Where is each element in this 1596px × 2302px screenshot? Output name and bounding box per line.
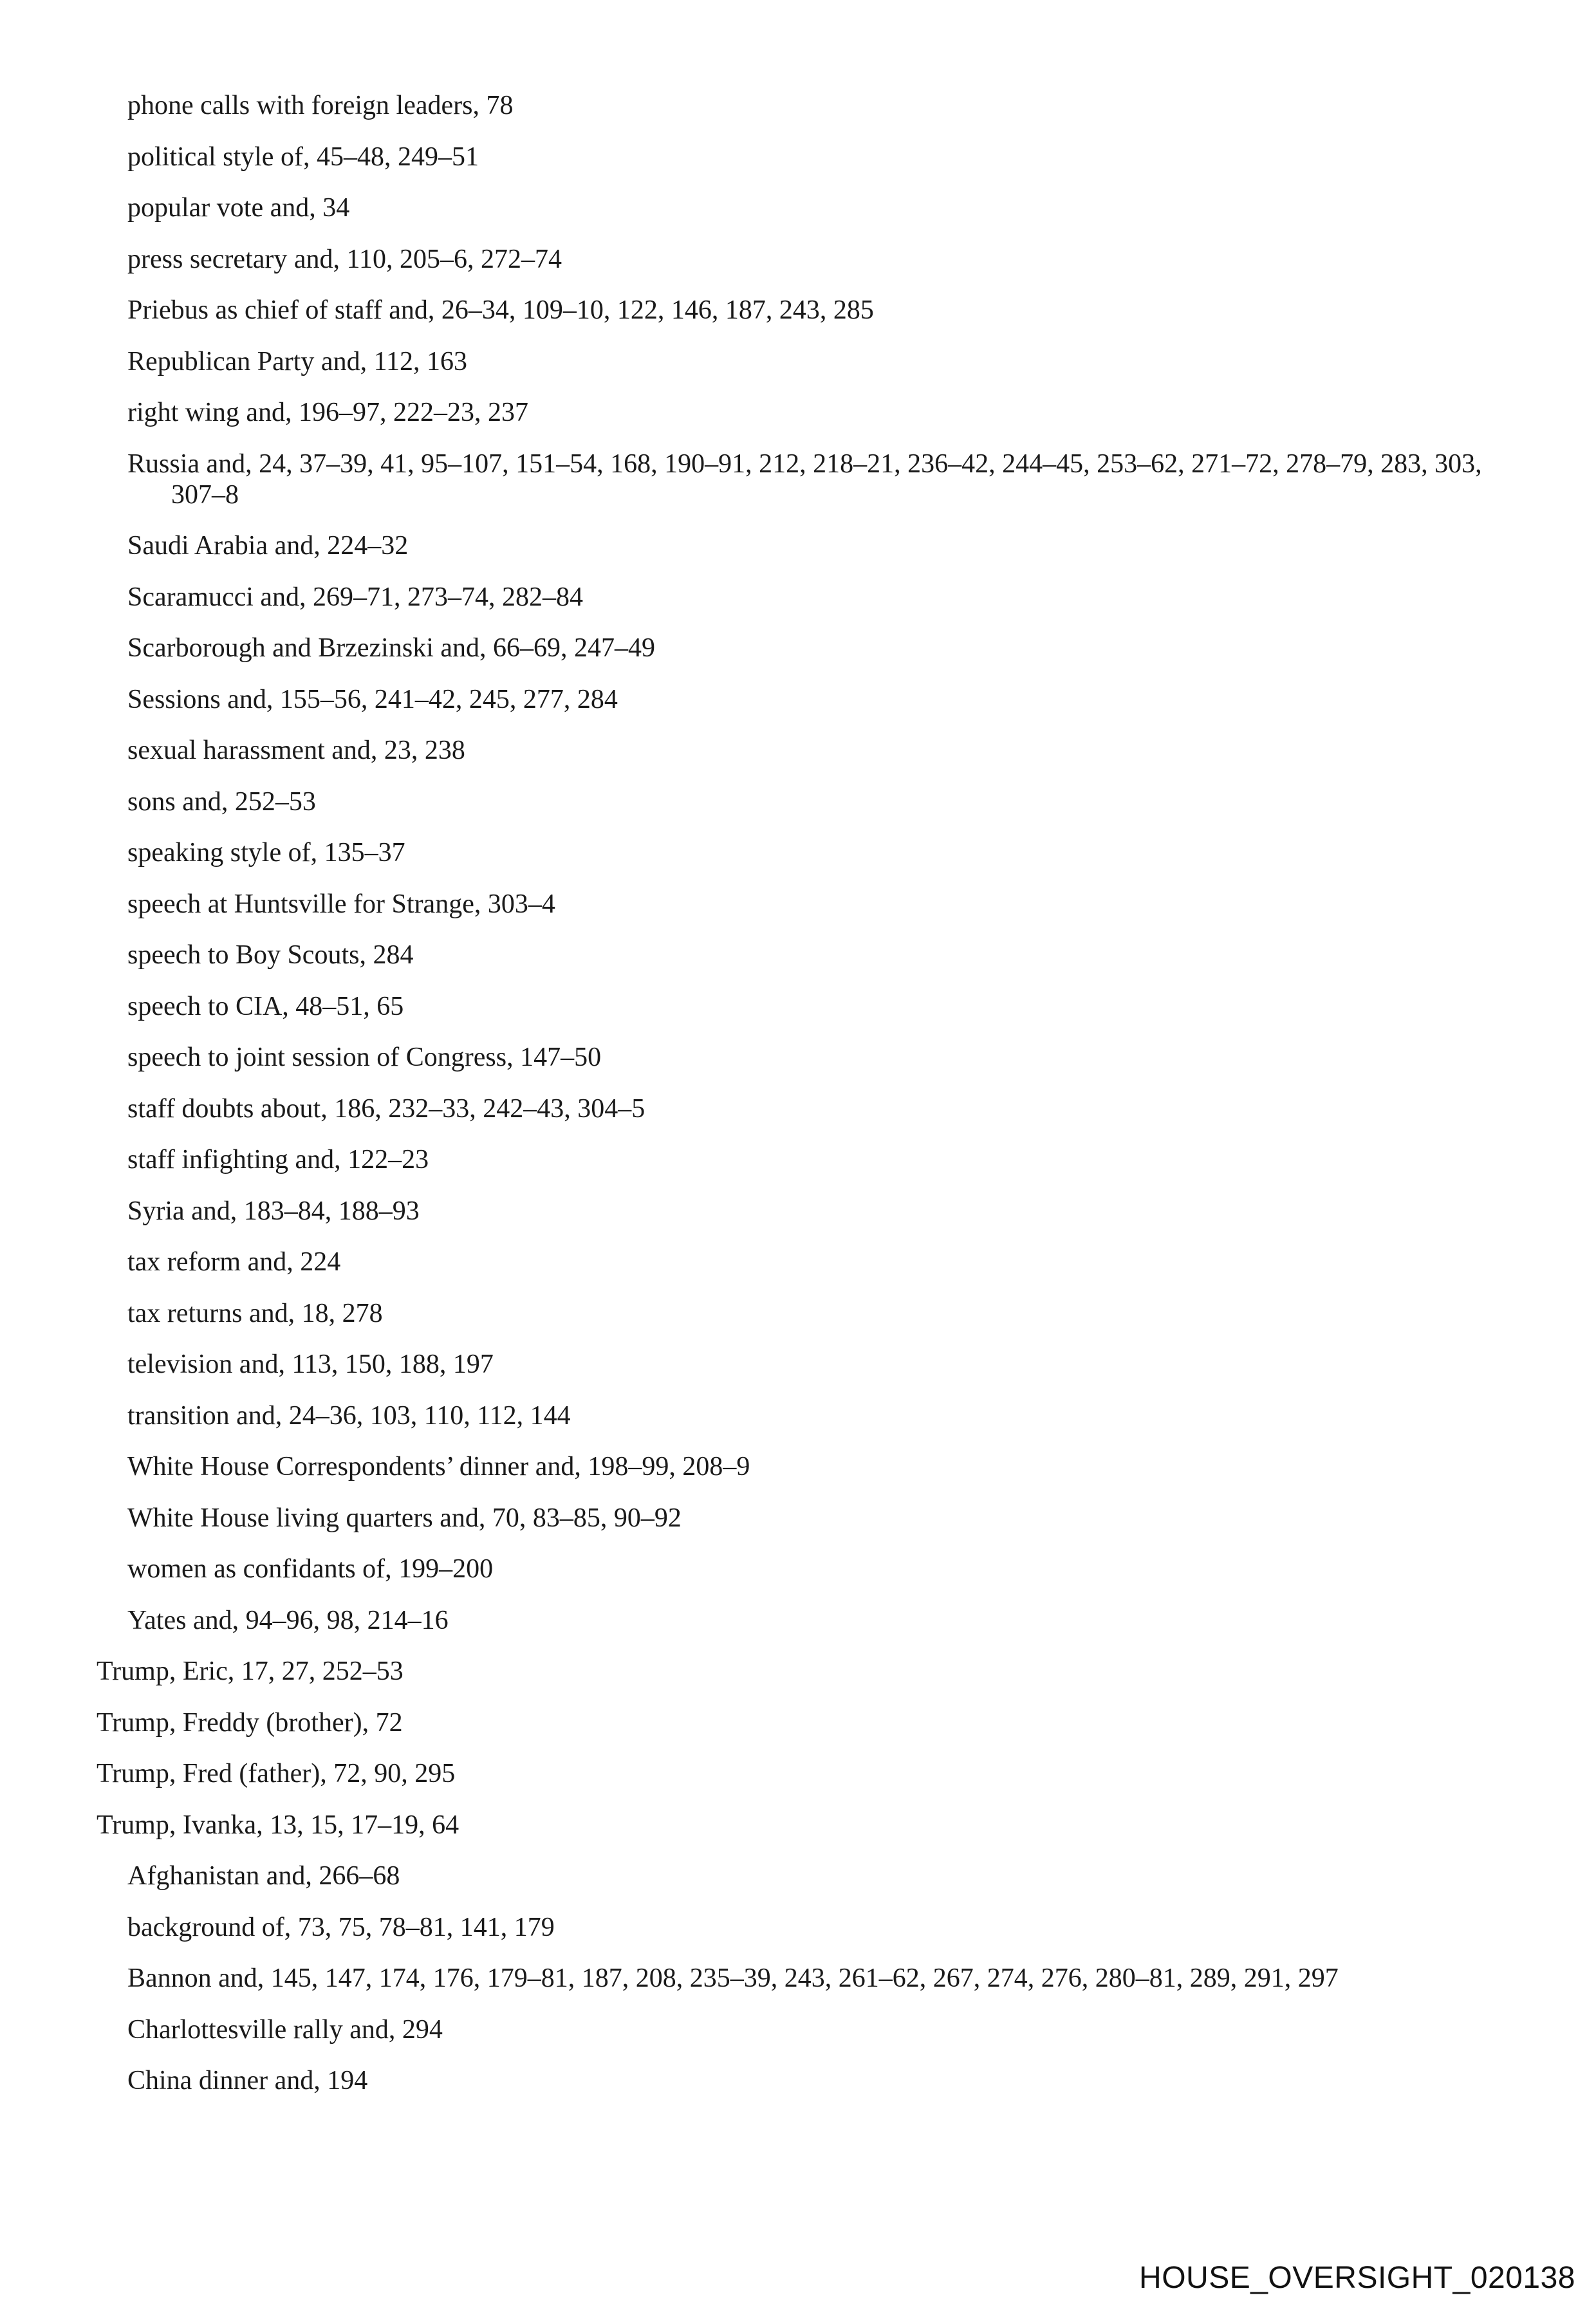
index-sub-entry: Saudi Arabia and, 224–32 <box>127 531 409 561</box>
index-sub-entry: staff doubts about, 186, 232–33, 242–43, 304–5 <box>127 1093 645 1124</box>
index-sub-entry: speaking style of, 135–37 <box>127 838 405 868</box>
index-sub-entry: White House living quarters and, 70, 83–85, 90–92 <box>127 1503 682 1533</box>
index-sub-entry: Republican Party and, 112, 163 <box>127 346 468 376</box>
index-sub-entry: television and, 113, 150, 188, 197 <box>127 1350 494 1379</box>
index-sub-entry: transition and, 24–36, 103, 110, 112, 144 <box>127 1400 571 1431</box>
index-sub-entry: China dinner and, 194 <box>127 2066 368 2095</box>
index-main-entry: Trump, Freddy (brother), 72 <box>97 1707 403 1738</box>
index-sub-entry: speech to joint session of Congress, 147–50 <box>127 1043 602 1072</box>
index-sub-entry: tax reform and, 224 <box>127 1247 341 1277</box>
index-sub-entry: Scaramucci and, 269–71, 273–74, 282–84 <box>127 582 584 612</box>
index-sub-entry: Priebus as chief of staff and, 26–34, 109–10, 122, 146, 187, 243, 285 <box>127 295 874 325</box>
index-sub-entry: sons and, 252–53 <box>127 786 316 817</box>
index-entries-list <box>97 90 1512 2117</box>
index-sub-entry: Afghanistan and, 266–68 <box>127 1861 400 1891</box>
index-sub-entry: political style of, 45–48, 249–51 <box>127 142 479 172</box>
index-sub-entry: women as confidants of, 199–200 <box>127 1554 494 1584</box>
index-main-entry: Trump, Eric, 17, 27, 252–53 <box>97 1657 404 1686</box>
index-sub-entry: phone calls with foreign leaders, 78 <box>127 91 514 120</box>
index-sub-entry: Bannon and, 145, 147, 174, 176, 179–81, 187, 208, 235–39, 243, 261–62, 267, 274, 276, 280–81, 289, 291, 297 <box>127 1963 1339 1993</box>
index-main-entry: Trump, Fred (father), 72, 90, 295 <box>97 1759 456 1788</box>
index-sub-entry: tax returns and, 18, 278 <box>127 1298 383 1328</box>
index-sub-entry: press secretary and, 110, 205–6, 272–74 <box>127 244 562 274</box>
index-sub-entry: popular vote and, 34 <box>127 193 350 223</box>
index-sub-entry: sexual harassment and, 23, 238 <box>127 736 465 765</box>
index-sub-entry: Charlottesville rally and, 294 <box>127 2014 443 2045</box>
index-sub-entry: White House Correspondents’ dinner and, 198–99, 208–9 <box>127 1452 750 1481</box>
index-sub-entry: Yates and, 94–96, 98, 214–16 <box>127 1605 449 1635</box>
index-sub-entry: Russia and, 24, 37–39, 41, 95–107, 151–54, 168, 190–91, 212, 218–21, 236–42, 244–45, 253–62, 271–72, 278–79, 283, 303, 307–8 <box>127 449 1482 510</box>
bates-number: HOUSE_OVERSIGHT_020138 <box>1139 2261 1575 2295</box>
index-sub-entry: background of, 73, 75, 78–81, 141, 179 <box>127 1912 555 1942</box>
index-sub-entry: staff infighting and, 122–23 <box>127 1145 429 1174</box>
index-sub-entry: Scarborough and Brzezinski and, 66–69, 247–49 <box>127 633 656 663</box>
index-sub-entry: speech to Boy Scouts, 284 <box>127 940 414 970</box>
index-sub-entry: Syria and, 183–84, 188–93 <box>127 1196 420 1226</box>
index-sub-entry: right wing and, 196–97, 222–23, 237 <box>127 398 528 427</box>
index-sub-entry: speech to CIA, 48–51, 65 <box>127 991 404 1021</box>
index-sub-entry: Sessions and, 155–56, 241–42, 245, 277, 284 <box>127 684 618 714</box>
index-main-entry: Trump, Ivanka, 13, 15, 17–19, 64 <box>97 1810 459 1840</box>
index-sub-entry: speech at Huntsville for Strange, 303–4 <box>127 889 555 919</box>
